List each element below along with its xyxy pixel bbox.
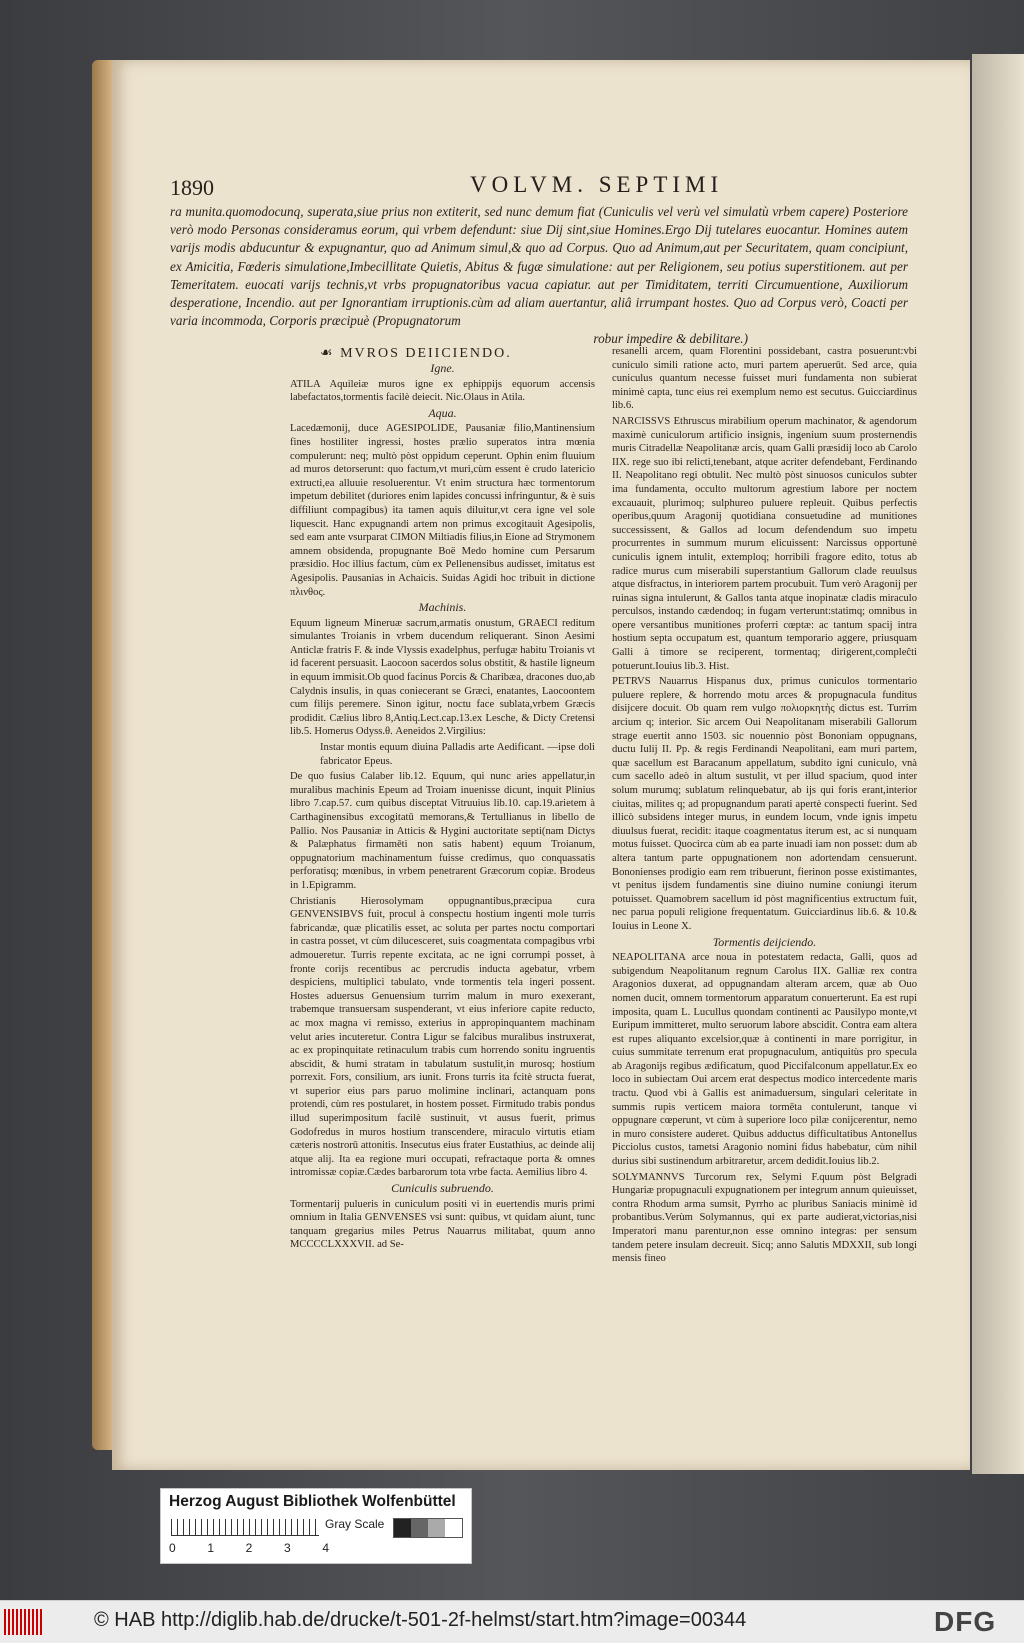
paragraph: ATILA Aquileiæ muros igne ex ephippijs equorum accensis labefactatos,tormentis facilè deiecit. Nic.Olaus in Atila.	[290, 378, 595, 404]
section-title	[320, 345, 512, 362]
paragraph: Tormentarij pulueris in cuniculum positi vi in euertendis muris primi omnium in Italia GENVENSES vsi sunt: quibus, vt quidam aiunt, tunc tanquam gregarius miles Petrus Nauarrus militabat, quum anno MCCCCLXXXVII. ad Se-	[290, 1198, 595, 1251]
scale-ruler	[171, 1519, 319, 1536]
scale-number: 1	[207, 1541, 215, 1555]
gray-scale-swatches	[393, 1518, 463, 1538]
running-head: VOLVM. SEPTIMI	[470, 172, 724, 197]
library-name: Herzog August Bibliothek Wolfenbüttel	[169, 1493, 456, 1510]
intro-text: ra munita.quomodocunq, superata,siue prius non extiterit, sed nunc demum fiat (Cuniculis vel verù vel simulatù vrbem capere) Posteriore verò modo Personas consideramus eorum, qui vrbem defendunt: siue Dij sint,siue Homines.Ergo Dij tutelares euocantur. Homines autem varijs modis abducuntur & expugnantur, quo ad Animum simul,& quo ad Corpus. Quo ad Animum,aut per Securitatem, quam concipiunt, ex Amicitia, Fœderis simulatione,Imbecillitate Quietis, Abitus & fugæ simulatione: aut per Religionem, seu potius superstitionem. aut per Temeritatem. euocati varijs technis,vt vrbs propugnatoribus vacua capiatur. aut per Timiditatem, territi Circumuentione, Auxiliorum desperatione, Incendio. aut per Ignorantiam irruptionis.cùm ad aliam auertantur, aliâ irrumpant hostes. Quo ad Corpus verò, Coacti per varia incommoda, Corporis præcipuè (Propugnatorum	[170, 204, 908, 329]
paragraph: NEAPOLITANA arce noua in potestatem redacta, Galli, quos ad subigendum Neapolitanum regnum Carolus IIX. Galliæ rex contra Aragonios duxerat, ad oppugnandam alteram arcem, quæ ab Ouo nomen ducit, omnem tormentorum apparatum conuerterunt. Ea est rupi imposita, quam L. Lucullus quondam continenti ac Pausilypo monte,vt Euripum immitteret, multo seruorum labore abscidit. Contra eam altera est rupes aliquanto excelsior,quæ à continenti in mare porrigitur, in cuius summitate terrenum erat propugnaculum, antiquitùs pro specula ab Aragonijs regibus ædificatum, quod Piccifalconum appellatur.Ex eo loco in subiectam Oui arcem erat despectus modico intercedente maris tractu. Quod vbi à Gallis est animaduersum, singulari celeritate in summis rupis verticem maiora tormēta contulerunt, tanque vi oppugnare cœperunt, vt cùm à superiore loco pilæ conijcerentur, nemo in muro consistere auderet. Quibus adductus difficultatibus Antonellus Picciolus custos, tametsi Aragonio nomini fidus habebatur, cùm nihil durius sibi sustinendum arbitraretur, arcem dedidit.Iouius lib.2.	[612, 952, 917, 1168]
color-target-card	[160, 1488, 472, 1564]
paragraph: De quo fusius Calaber lib.12. Equum, qui nunc aries appellatur,in muralibus machinis Epeum ad Troiam inuenisse dicunt, inquit Plinius libro 7.cap.57. cum quibus disceptat Vitruuius lib.10. cap.19.arietem à Carthaginensibus excogitatū memorans,& Tertullianus in libello de Pallio. Nos Pausaniæ in Atticis & Hygini auctoritate septi(nam Dictys & Palæphatus firmamēti non satis habent) equum Troianum, oppugnatorium machinamentum fuisse credimus, quo conquassatis perforatisq; mœnibus, in vrbem penetrarent Græcorum copiæ. Brodeus in 1.Epigramm.	[290, 771, 595, 891]
subheading: Cuniculis subruendo.	[391, 1181, 494, 1196]
paragraph: Lacedæmonij, duce AGESIPOLIDE, Pausaniæ filio,Mantinensium fines hostiliter ingressi, hostes prælio superatos intra mœnia compulerunt: neq; multò pòst oppidum ceperunt. Ophin enim fluuium ad muros detorserunt: quo factum,vt muri,cùm essent è crudo latericio extructi,ea alluuie resoluerentur. Vt enim structura hæc tormentorum impetum debilitet (duriores enim lapides concussi infringuntur, & è suis diffiliunt compagibus) ita tamen aquis diluitur,vt cera igne vel sole liquescit. Hanc expugnandi artem non primus excogitauit Agesipolis, sed eam ante vsurparat CIMON Miltiadis filius,in Eione ad Strymonem amnem obsidenda, propugnante Boë Medo homine cum Persarum præsidio. Hoc illius factum, cùm ex Pellenensibus audisset, imitatus est Agesipolis. Pausanias in Achaicis. Suidas Agidi hoc tribuit in dictione πλινθος.	[290, 423, 595, 598]
left-column	[290, 362, 595, 1254]
subheading: Tormentis deijciendo.	[712, 934, 817, 949]
intro-closing: robur impedire & debilitare.)	[593, 331, 748, 347]
gray-scale-label: Gray Scale	[325, 1517, 385, 1531]
paragraph: Christianis Hierosolymam oppugnantibus,præcipua cura GENVENSIBVS fuit, procul à conspectu hostium ingenti mole turris fabricandæ, quæ plicatilis esset, ac soluta per partes noctu comportari in castra posset, vt cùm dilucesceret, suis coagmentata compagibus vrbi admoueretur. Turris repente excitata, ac ne igni corrumpi posset, à fronte corijs recentibus ac percrudis inducta agebatur, vrbem despiciens, multiplici tabulato, vnde tormentis tela ingeri possent. Hostes aduersus Genuensium turrim malum in muro exexerant, trabemque transuersam suspenderant, vt eius inferiore capite reducto, ac mox magna vi remisso, exterius in appropinquantem machinam velut aries incuteretur. Contra Ligur se falcibus muralibus instruxerat, ac ex propinquitate retinaculum trabis cum horrendo sonitu ingruentis abscidit, & humi stratam in tabulatum sustulit,in murosq; hostium porrexit. Fors, consilium, ars iunit. Frons turris ita fcitè structa fuerat, vt superior eius pars paruo molimine inclinari, actanquam pons protendi, cùm res postularet, in hostem posset. Firmitudo trabis pondus illud superimpositum facilè sustinuit, vt ausus fuerit, primus Godofredus in muros hostium transcendere, miraculo virtutis etiam cæteris nostrorū attonitis. Insecutus eius frater Eustathius, ac deinde alij atque alij. Ita ea regione muri occupati, refractaque porta & omnes intromissæ copiæ.Cædes barbarorum tota vrbe facta. Aemilius libro 4.	[290, 895, 595, 1179]
scale-number: 0	[169, 1541, 176, 1555]
right-column	[612, 345, 917, 1268]
paragraph: Equum ligneum Mineruæ sacrum,armatis onustum, GRAECI reditum simulantes Troianis in vrbem ducendum reliquerant. Sinon Aesimi Anticlæ fratris F. & inde Vlyssis exadelphus, perfugæ habitu Troianis vt id facerent persuasit. Laocoon sacerdos solus obstitit, & hastile ligneum in equum immisit.Ob quod facinus Porcis & Charibæa, dracones duo,ab Calydnis insulis, in quas coniecerant se Græci, enatantes, Laocoontem cum filijs peremere. Sinon igitur, noctu face sublata,vrbem Græcis prodidit. Cælius libro 8,Antiq.Lect.cap.13.ex Lesche, & Dicty Cretensi lib.5. Homerus Odyss.θ. Aeneidos 2.Virgilius:	[290, 617, 595, 738]
dfg-logo: DFG	[934, 1606, 997, 1637]
page-folio-number: 1890	[170, 175, 214, 200]
subheading: Igne.	[430, 361, 455, 375]
fleuron-icon: ☙	[320, 346, 341, 361]
scale-number: 3	[283, 1541, 291, 1555]
permalink-url[interactable]: © HAB http://diglib.hab.de/drucke/t-501-2f-helmst/start.htm?image=00344	[94, 1609, 747, 1631]
scale-number: 2	[245, 1541, 253, 1555]
subheading: Machinis.	[418, 600, 467, 615]
scale-number: 4	[322, 1541, 329, 1555]
paragraph: Instar montis equum diuina Palladis arte Aedificant. —ipse doli fabricator Epeus.	[320, 742, 595, 767]
footer-bar	[0, 1600, 1024, 1643]
paragraph: resanelli arcem, quam Florentini possidebant, castra posuerunt:vbi cuniculo simili ratione acto, muri partem aperuerūt. Sed arce, quia cuniculus quantum necesse fuisset muri fundamenta non subierat minimè capta, tunc eius rei exemplum nemo est secutus. Guicciardinus lib.6.	[612, 346, 917, 412]
hab-logo-icon	[4, 1609, 44, 1635]
next-page-edge	[972, 54, 1024, 1474]
paragraph: PETRVS Nauarrus Hispanus dux, primus cuniculos tormentario puluere replere, & horrendo motu arces & propugnacula funditus disijcere docuit. Ob quam rem vulgo πολιορκητὴς dictus est. Turrim arcium q; interior. Sic arcem Oui Neapolitanam miserabili Gallorum strage euertit anno 1503. sic nouennio pòst Bononiam oppugnans, ductu Iulij II. Pp. & regis Ferdinandi Neapolitani, eam muri partem, quæ sacellum est Baracanum appellatum, subdito igni cuniculo, vnà cum sacello adeò in altum sustulit, vt per illud spacium, quod inter solum murumq; sublatum relinquebatur, ab ijs qui foris erant,interior ciuitas, milites q; ad propugnandum parati apertè conspecti fuerint. Sed illicò subsidens integer murus, in eundem locum, vnde ignis impetu diuulsus fuerat, recidit: itaque coagmentatus iterum est, ac si nunquam motus fuisset. Quocirca cùm ab ea parte inuadi iam non posset: dum ab altera tantum parte oppugnationem non adortendam censuerunt. Bononienses prodigio eam rem tribuerunt, fierinon posse existimantes, vt penitus ijsdem fundamentis sine diuino numine coniungi iterum potuisset. Quamobrem sacellum id pòst magnificentius extructum fuit, nec parua populi religione frequentatum. Guicciardinus lib.6. & 10.& Iouius in Leone X.	[612, 676, 917, 932]
section-title-text: MVROS DEIICIENDO.	[340, 346, 512, 361]
intro-paragraph	[170, 203, 908, 349]
scale-numbers	[169, 1541, 329, 1555]
paragraph: NARCISSVS Ethruscus mirabilium operum machinator, & agendorum maximè cuniculorum artificio insignis, ingenium suum prosternendis muris Citradellæ Neapolitanæ arcis, quam Galli præsidij loco ab Carolo IIX. rege suo ibi relicti,tenebant, atque acriter defendebant, Ferdinando II. Neapolitano regi obtulit. Nec multò pòst sinuosos cuniculos subter ima fundamenta, occulto multorum agrestium labore per noctem excauauit, plurimoq; sulphureo puluere repleuit. Quibus perfectis operibus,quum Aragonij quotidiana consuetudine ad munitiones successissent, & Gallos ad locum defendendum suo impetu procurrentes in summum murum elicuissent: Narcissus opportunè cuniculis ignem intulit, extemploq; horribili fragore edito, totus ab radice murus cum miserabili superstantium Gallorum clade reuulsus atque disfractus, in interiorem partem procubuit. Tum verò Aragonij per ruinas signa intulerunt, & Gallos tanta atque inopinatæ cladis miraculo perculsos, instando cædendoq; in fugam verterunt:statimq; omnibus in opere versantibus munitiones proferri cœptæ: ac tantum spacij intra hostium septa occupatum est, quantum temporario aggere, priusquam Galli à timore se reciperent, tormentaq; dirigerent,compleĉti potuerunt.Iouius lib.3. Hist.	[612, 415, 917, 672]
subheading: Aqua.	[428, 405, 457, 420]
paragraph: SOLYMANNVS Turcorum rex, Selymi F.quum pòst Belgradi Hungariæ propugnaculi expugnationem per integrum annum quieuisset, contra Rhodum arma sumsit, Pyrrho ac pluribus Saniacis minimè id probantibus.Verùm Solymannus, qui ex parte audierat,victorias,nisi Imperatori manu parentur,non esse omnino integras: per sensum tandem petere insulam decreuit. Sicq; anno Salutis MDXXII, sub longi mensis fineo	[612, 1171, 917, 1265]
